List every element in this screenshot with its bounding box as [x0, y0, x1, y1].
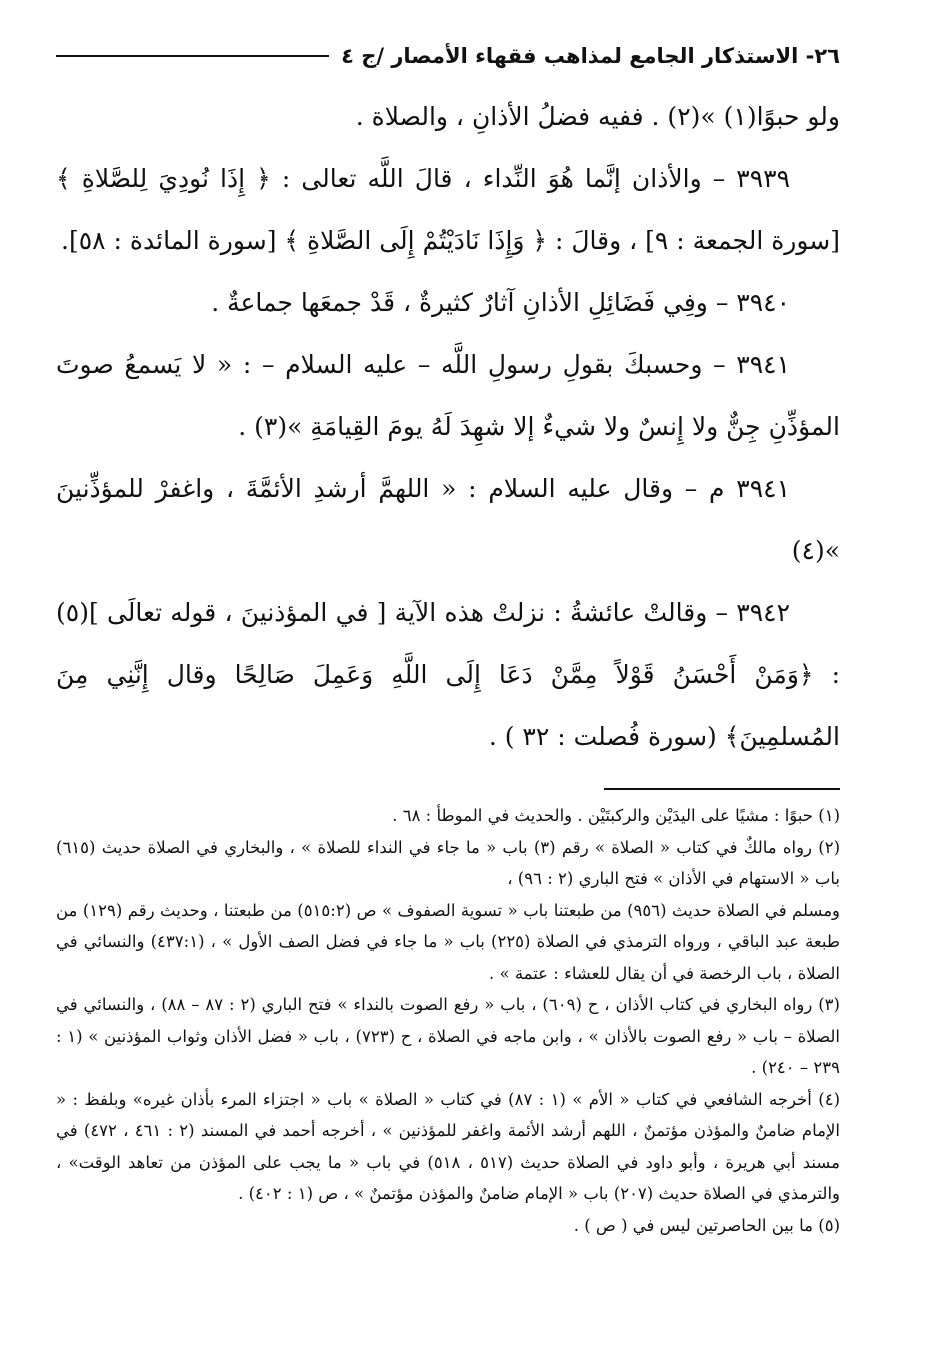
- footnote-5: (٥) ما بين الحاصرتين ليس في ( ص ) .: [573, 1215, 840, 1235]
- paragraph-3940: ٣٩٤٠ – وفِي فَضَائِلِ الأذانِ آثارٌ كثيرةٌ ، قَدْ جمعَها جماعةٌ .: [211, 288, 790, 317]
- paragraph-3941: ٣٩٤١ – وحسبكَ بقولِ رسولِ اللَّه – عليه السلام – : « لا يَسمعُ صوتَ المؤذِّنِ جِنٌّ ولا إِنسٌ ولا شيءٌ إلا شهِدَ لَهُ يومَ القِيامَةِ »(٣) .: [56, 350, 840, 441]
- paragraph-3941m: ٣٩٤١ م – وقال عليه السلام : « اللهمَّ أرشدِ الأئمَّةَ ، واغفرْ للمؤذِّنينَ »(٤): [56, 474, 840, 565]
- footnote-1: (١) حبوًا : مشيًا على اليدَيْن والركبتَيْن . والحديث في الموطأ : ٦٨ .: [392, 806, 840, 825]
- paragraph-3939: ٣٩٣٩ – والأذان إنَّما هُوَ النِّداء ، قالَ اللَّه تعالى : ﴿ إِذَا نُودِيَ لِلصَّلاةِ ﴾ [سورة الجمعة : ٩] ، وقالَ : ﴿ وَإِذَا نَادَيْتُمْ إِلَى الصَّلاةِ ﴾ [سورة المائدة : ٥٨].: [56, 164, 840, 255]
- main-text: [56, 86, 840, 768]
- paragraph-continuation: ولو حبوًا(١) »(٢) . ففيه فضلُ الأذانِ ، والصلاة .: [355, 102, 840, 131]
- header-rule: [56, 55, 329, 57]
- footnote-2-continued: ومسلم في الصلاة حديث (٩٥٦) من طبعتنا باب « تسوية الصفوف » ص (٥١٥:٢) من طبعتنا ، وحديث رقم (١٢٩) من طبعة عبد الباقي ، ورواه الترمذي في الصلاة (٢٢٥) باب « ما جاء في فضل الصف الأول » ، (٤٣٧:١) والنسائي في الصلاة ، باب الرخصة في أن يقال للعشاء : عتمة » .: [56, 900, 841, 983]
- running-header: [56, 38, 840, 74]
- footnotes: [56, 800, 840, 1241]
- footnote-separator: [604, 788, 840, 790]
- header-title: ٢٦- الاستذكار الجامع لمذاهب فقهاء الأمصار /ج ٤: [341, 44, 840, 68]
- footnote-3: (٣) رواه البخاري في كتاب الأذان ، ح (٦٠٩) ، باب « رفع الصوت بالنداء » فتح الباري (٢ : ٨٧ – ٨٨) ، والنسائي في الصلاة – باب « رفع الصوت بالأذان » ، وابن ماجه في الصلاة ، ح (٧٢٣) ، باب « فضل الأذان وثواب المؤذنين » (١ : ٢٣٩ – ٢٤٠) .: [56, 995, 840, 1077]
- paragraph-3942: ٣٩٤٢ – وقالتْ عائشةُ : نزلتْ هذه الآية [ في المؤذنينَ ، قوله تعالَى ](٥) : ﴿وَمَنْ أَحْسَنُ قَوْلاً مِمَّنْ دَعَا إِلَى اللَّهِ وَعَمِلَ صَالِحًا وقال إِنَّنِي مِنَ المُسلمِينَ﴾ (سورة فُصلت : ٣٢ ) .: [56, 598, 840, 751]
- footnote-4: (٤) أخرجه الشافعي في كتاب « الأم » (١ : ٨٧) في كتاب « الصلاة » باب « اجتزاء المرء بأذان غيره» وبلفظ : « الإمام ضامنٌ والمؤذن مؤتمنٌ ، اللهم أرشد الأئمة واغفر للمؤذنين » ، أخرجه أحمد في المسند (٢ : ٤٦١ ، ٤٧٢) في مسند أبي هريرة ، وأبو داود في الصلاة حديث (٥١٧ ، ٥١٨) في باب « ما يجب على المؤذن من تعاهد الوقت» ، والترمذي في الصلاة حديث (٢٠٧) باب « الإمام ضامنٌ والمؤذن مؤتمنٌ » ، ص (١ : ٤٠٢) .: [56, 1089, 840, 1203]
- footnote-2: (٢) رواه مالكٌ في كتاب « الصلاة » رقم (٣) باب « ما جاء في النداء للصلاة » ، والبخاري في الصلاة حديث (٦١٥) باب « الاستهام في الأذان » فتح الباري (٢ : ٩٦) ،: [56, 837, 841, 888]
